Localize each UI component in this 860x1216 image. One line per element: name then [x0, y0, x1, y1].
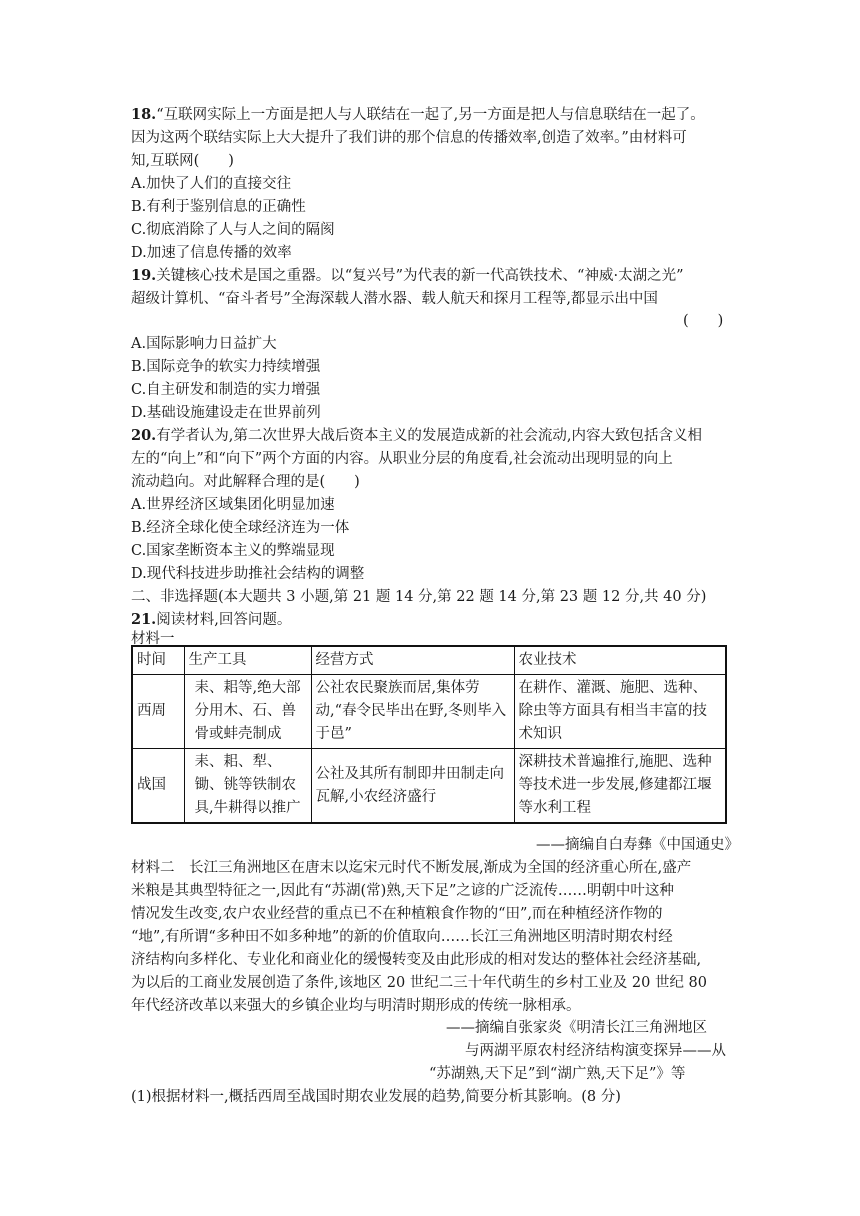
q20-option-a: A.世界经济区域集团化明显加速 [131, 497, 335, 513]
q20-option-b: B.经济全球化使全球经济连为一体 [131, 520, 350, 536]
table-header-cell: 经营方式 [311, 646, 514, 675]
table-row [132, 675, 726, 749]
table-cell: 耒、耜等,绝大部分用木、石、兽骨或蚌壳制成 [184, 675, 311, 749]
table-cell: 深耕技术普遍推行,施肥、选种等技术进一步发展,修建都江堰等水利工程 [514, 749, 726, 824]
table-cell: 战国 [132, 749, 184, 824]
q19-number: 19. [131, 267, 157, 284]
material2-line: 米粮是其典型特征之一,因此有“苏湖(常)熟,天下足”之谚的广泛流传……明朝中叶这种 [131, 883, 674, 899]
q19-line1 [131, 266, 684, 286]
material1-label: 材料一 [131, 631, 175, 647]
material2-line: “地”,有所谓“多种田不如多种地”的新的价值取向……长江三角洲地区明清时期农村经 [131, 929, 673, 945]
q18-line1 [131, 105, 705, 125]
q21-number: 21. [131, 611, 157, 628]
section-2-heading: 二、非选择题(本大题共 3 小题,第 21 题 14 分,第 22 题 14 分,第 23 题 12 分,共 40 分) [131, 589, 707, 605]
table-header-cell: 农业技术 [514, 646, 726, 675]
table-header-cell: 生产工具 [184, 646, 311, 675]
q18-option-d: D.加速了信息传播的效率 [131, 245, 292, 261]
q21-title: 阅读材料,回答问题。 [156, 612, 292, 628]
q20-line1 [131, 426, 702, 446]
q18-option-b: B.有利于鉴别信息的正确性 [131, 199, 306, 215]
q19-option-c: C.自主研发和制造的实力增强 [131, 382, 321, 398]
material2-line: 年代经济改革以来强大的乡镇企业均与明清时期形成的传统一脉相承。 [131, 998, 581, 1014]
q18-option-a: A.加快了人们的直接交往 [131, 176, 292, 192]
q20-stem-1: 有学者认为,第二次世界大战后资本主义的发展造成新的社会流动,内容大致包括含义相 [156, 428, 702, 444]
q18-stem-1: “互联网实际上一方面是把人与人联结在一起了,另一方面是把人与信息联结在一起了。 [156, 107, 705, 123]
table-cell: 西周 [132, 675, 184, 749]
q18-option-c: C.彻底消除了人与人之间的隔阂 [131, 222, 335, 238]
q19-stem-2: 超级计算机、“奋斗者号”全海深载人潜水器、载人航天和探月工程等,都显示出中国 [131, 291, 658, 307]
table-header-cell: 时间 [132, 646, 184, 675]
q19-option-b: B.国际竞争的软实力持续增强 [131, 359, 321, 375]
table-cell: 公社农民聚族而居,集体劳动,“春令民毕出在野,冬则毕入于邑” [311, 675, 514, 749]
table-row [132, 749, 726, 824]
q20-number: 20. [131, 427, 157, 444]
q18-number: 18. [131, 106, 157, 123]
material2-line: 情况发生改变,农户农业经营的重点已不在种植粮食作物的“田”,而在种植经济作物的 [131, 906, 663, 922]
material2-source: “苏湖熟,天下足”到“湖广熟,天下足”》等 [429, 1066, 686, 1082]
material1-table [131, 645, 727, 824]
material2-line: 济结构向多样化、专业化和商业化的缓慢转变及由此形成的相对发达的整体社会经济基础, [131, 952, 702, 968]
q20-stem-3: 流动趋向。对此解释合理的是( ) [131, 474, 360, 490]
q19-option-a: A.国际影响力日益扩大 [131, 336, 277, 352]
q18-stem-2: 因为这两个联结实际上大大提升了我们讲的那个信息的传播效率,创造了效率。”由材料可 [131, 130, 687, 146]
table-cell: 在耕作、灌溉、施肥、选种、除虫等方面具有相当丰富的技术知识 [514, 675, 726, 749]
material2-line: 为以后的工商业发展创造了条件,该地区 20 世纪二三十年代萌生的乡村工业及 20 世纪 80 [131, 975, 708, 991]
material2-source: 与两湖平原农村经济结构演变探异——从 [465, 1043, 726, 1059]
q19-stem-1: 关键核心技术是国之重器。以“复兴号”为代表的新一代高铁技术、“神威·太湖之光” [156, 268, 684, 284]
material2-source: ——摘编自张家炎《明清长江三角洲地区 [446, 1020, 707, 1036]
q21-line1 [131, 610, 291, 630]
q20-stem-2: 左的“向上”和“向下”两个方面的内容。从职业分层的角度看,社会流动出现明显的向上 [131, 451, 673, 467]
material1-source: ——摘编自白寿彝《中国通史》 [536, 837, 739, 853]
q20-option-d: D.现代科技进步助推社会结构的调整 [131, 566, 365, 582]
q20-option-c: C.国家垄断资本主义的弊端显现 [131, 543, 335, 559]
table-cell: 公社及其所有制即井田制走向瓦解,小农经济盛行 [311, 749, 514, 824]
q21-subquestion-1: (1)根据材料一,概括西周至战国时期农业发展的趋势,简要分析其影响。(8 分) [131, 1089, 621, 1105]
q19-answer-bracket: ( ) [683, 313, 724, 329]
q18-stem-3: 知,互联网( ) [131, 153, 234, 169]
material2-line: 材料二 长江三角洲地区在唐末以迄宋元时代不断发展,渐成为全国的经济重心所在,盛产 [131, 860, 692, 876]
table-header-row [132, 646, 726, 675]
q19-option-d: D.基础设施建设走在世界前列 [131, 405, 321, 421]
table-cell: 耒、耜、犁、锄、铫等铁制农具,牛耕得以推广 [184, 749, 311, 824]
